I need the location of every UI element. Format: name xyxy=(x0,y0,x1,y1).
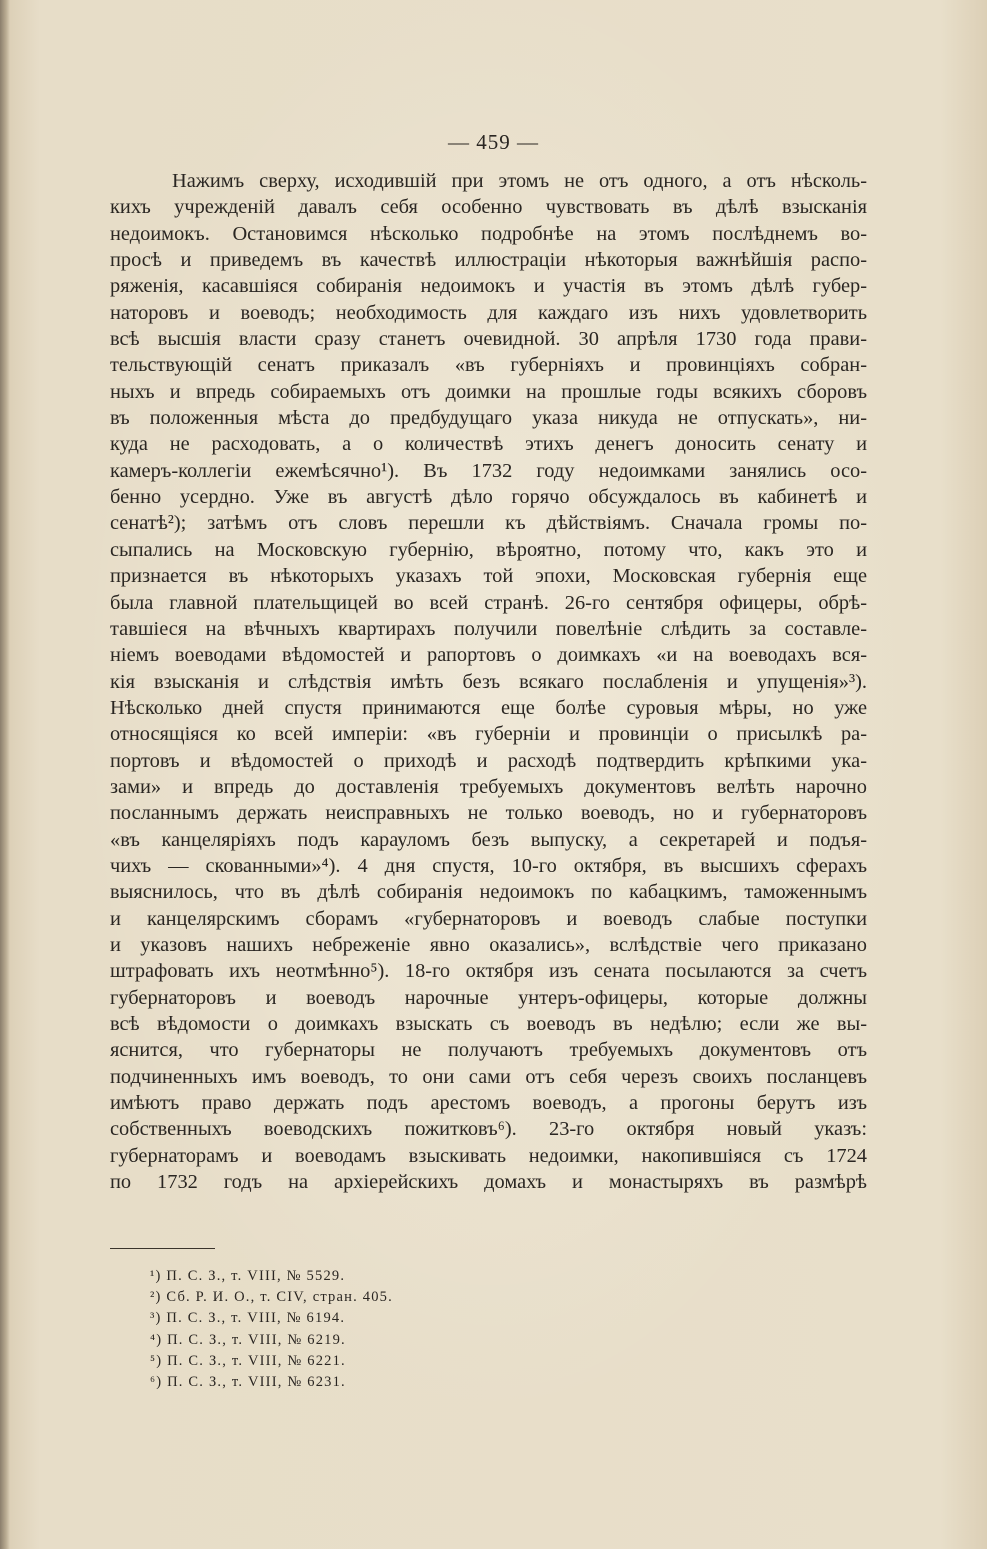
text-line: признается въ нѣкоторыхъ указахъ той эпохи, Московская губернія еще xyxy=(110,565,867,588)
text-line: собственныхъ воеводскихъ пожитковъ⁶). 23-го октября новый указъ: xyxy=(110,1118,867,1141)
text-line: и указовъ нашихъ небреженіе явно оказались», вслѣдствіе чего приказано xyxy=(110,933,867,956)
text-line: «въ канцеляріяхъ подъ карауломъ безъ выпуску, а секретарей и подъя- xyxy=(110,828,867,851)
text-line: подчиненныхъ имъ воеводъ, то они сами отъ себя черезъ своихъ посланцевъ xyxy=(110,1065,867,1088)
text-line: сенатѣ²); затѣмъ отъ словъ перешли къ дѣйствіямъ. Сначала громы по- xyxy=(110,512,867,535)
text-line: Нажимъ сверху, исходившій при этомъ не отъ одного, а отъ нѣсколь- xyxy=(172,170,867,192)
footnote: ⁴) П. С. З., т. VIII, № 6219. xyxy=(150,1331,346,1348)
text-line: камеръ-коллегіи ежемѣсячно¹). Въ 1732 году недоимками занялись осо- xyxy=(110,459,867,482)
footnote: ⁶) П. С. З., т. VIII, № 6231. xyxy=(150,1373,346,1390)
footnotes xyxy=(150,1266,550,1393)
text-line: кія взысканія и слѣдствія имѣть безъ всякаго послабленія и упущенія»³). xyxy=(110,670,867,693)
page-spine-shadow xyxy=(0,0,10,1549)
text-line: всѣ вѣдомости о доимкахъ взыскать съ воеводъ въ недѣлю; если же вы- xyxy=(110,1013,867,1035)
text-line: всѣ высшія власти сразу станетъ очевидной. 30 апрѣля 1730 года прави- xyxy=(110,328,867,351)
footnote: ¹) П. С. З., т. VIII, № 5529. xyxy=(150,1268,346,1284)
text-line: Нѣсколько дней спустя принимаются еще болѣе суровыя мѣры, но уже xyxy=(110,696,867,719)
text-line: по 1732 годъ на архіерейскихъ домахъ и монастыряхъ въ размѣрѣ xyxy=(110,1171,867,1194)
footnote: ²) Сб. Р. И. О., т. CIV, стран. 405. xyxy=(150,1289,393,1306)
footnote: ⁵) П. С. З., т. VIII, № 6221. xyxy=(150,1352,346,1369)
text-line: чихъ — скованными»⁴). 4 дня спустя, 10-го октября, въ высшихъ сферахъ xyxy=(110,854,867,877)
text-line: яснится, что губернаторы не получаютъ требуемыхъ документовъ отъ xyxy=(110,1039,867,1062)
body-text xyxy=(110,168,867,1195)
text-line: штрафовать ихъ неотмѣнно⁵). 18-го октября изъ сената посылаются за счетъ xyxy=(110,960,867,983)
text-line: губернаторовъ и воеводъ нарочные унтеръ-офицеры, которые должны xyxy=(110,986,867,1009)
text-line: ніемъ воеводами вѣдомостей и рапортовъ о доимкахъ «и на воеводахъ вся- xyxy=(110,644,867,667)
page-number: — 459 — xyxy=(448,130,539,154)
footnote: ³) П. С. З., т. VIII, № 6194. xyxy=(150,1310,346,1327)
text-line: имѣютъ право держать подъ арестомъ воеводъ, а прогоны берутъ изъ xyxy=(110,1092,867,1115)
text-line: посланнымъ держать неисправныхъ не только воеводъ, но и губернаторовъ xyxy=(110,802,867,825)
text-line: сыпались на Московскую губернію, вѣроятно, потому что, какъ это и xyxy=(110,538,867,561)
text-line: куда не расходовать, а о количествѣ этихъ денегъ доносить сенату и xyxy=(110,433,867,456)
text-line: тельствующій сенатъ приказалъ «въ губерніяхъ и провинціяхъ собран- xyxy=(110,354,867,377)
text-line: губернаторамъ и воеводамъ взыскивать недоимки, накопившіяся съ 1724 xyxy=(110,1144,867,1167)
text-line: и канцелярскимъ сборамъ «губернаторовъ и воеводъ слабые поступки xyxy=(110,907,867,930)
text-line: выяснилось, что въ дѣлѣ собиранія недоимокъ по кабацкимъ, таможеннымъ xyxy=(110,881,867,904)
text-line: портовъ и вѣдомостей о приходѣ и расходѣ подтвердить крѣпкими ука- xyxy=(110,749,867,772)
text-line: недоимокъ. Остановимся нѣсколько подробнѣе на этомъ послѣднемъ во- xyxy=(110,222,867,245)
text-line: зами» и впредь до доставленія требуемыхъ документовъ велѣть нарочно xyxy=(110,775,867,798)
footnote-divider xyxy=(110,1248,215,1249)
text-line: кихъ учрежденій давалъ себя особенно чувствовать въ дѣлѣ взысканія xyxy=(110,196,867,219)
text-line: въ положенныя мѣста до предбудущаго указа никуда не отпускать», ни- xyxy=(110,407,867,430)
text-line: просѣ и приведемъ въ качествѣ иллюстраціи нѣкоторыя важнѣйшія распо- xyxy=(110,249,867,272)
text-line: ныхъ и впредь собираемыхъ отъ доимки на прошлые годы всякихъ сборовъ xyxy=(110,380,867,403)
text-line: ряженія, касавшіяся собиранія недоимокъ и участія въ этомъ дѣлѣ губер- xyxy=(110,275,867,298)
text-line: наторовъ и воеводъ; необходимость для каждаго изъ нихъ удовлетворить xyxy=(110,301,867,324)
text-line: относящіяся ко всей имперіи: «въ губерніи и провинціи о присылкѣ ра- xyxy=(110,723,867,746)
text-line: была главной плательщицей во всей странѣ. 26-го сентября офицеры, обрѣ- xyxy=(110,591,867,614)
text-line: бенно усердно. Уже въ августѣ дѣло горячо обсуждалось въ кабинетѣ и xyxy=(110,486,867,509)
text-line: тавшіеся на вѣчныхъ квартирахъ получили повелѣніе слѣдить за составле- xyxy=(110,617,867,640)
